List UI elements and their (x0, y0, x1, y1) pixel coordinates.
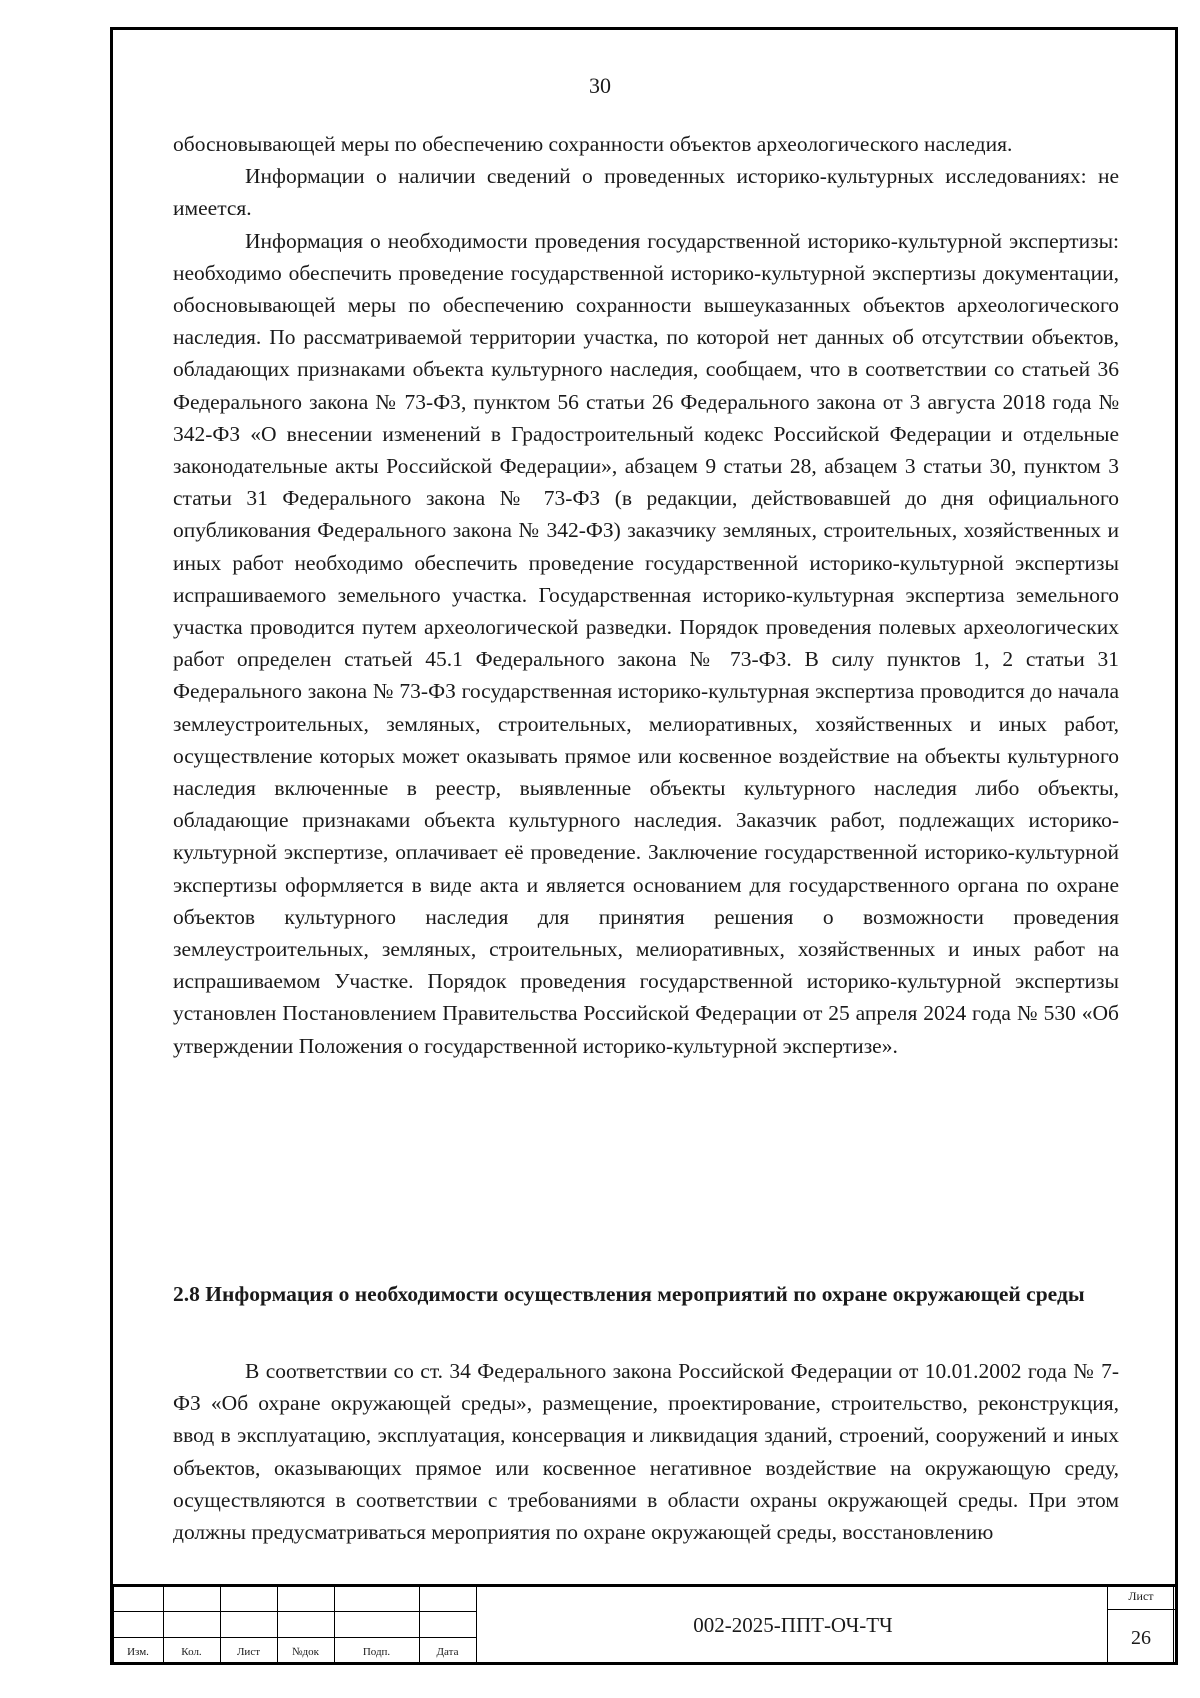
page-number: 30 (589, 73, 611, 98)
col-label-podp: Подп. (362, 1646, 391, 1658)
main-text (173, 128, 1119, 1062)
paragraph-environment: В соответствии со ст. 34 Федерального закона Российской Федерации от 10.01.2002 года № 7-ФЗ «Об охране окружающей среды», размещение, проектирование, строительство, реконструкция, ввод в эксплуатацию, эксплуатация, консервация и ликвидация зданий, строений, сооружений и иных объектов, оказывающих прямое или косвенное негативное воздействие на окружающую среду, осуществляются в соответствии с требованиями в области охраны окружающей среды. При этом должны предусматриваться мероприятия по охране окружающей среды, восстановлению (173, 1359, 1119, 1545)
sheet-number: 26 (1131, 1627, 1151, 1649)
paragraph-research-info: Информации о наличии сведений о проведенных историко-культурных исследованиях: не имеется. (173, 164, 1119, 221)
paragraph-expertise-info: Информация о необходимости проведения государственной историко-культурной экспертизы: необходимо обеспечить проведение государственной историко-культурной экспертизы документации, обосновывающей меры по обеспечению сохранности вышеуказанных объектов археологического наследия. По рассматриваемой территории участка, по которой нет данных об отсутствии объектов, обладающих признаками объекта культурного наследия, сообщаем, что в соответствии со статьей 36 Федерального закона № 73-ФЗ, пунктом 56 статьи 26 Федерального закона от 3 августа 2018 года № 342-ФЗ «О внесении изменений в Градостроительный кодекс Российской Федерации и отдельные законодательные акты Российской Федерации», абзацем 9 статьи 28, абзацем 3 статьи 30, пунктом 3 статьи 31 Федерального закона № 73-ФЗ (в редакции, действовавшей до дня официального опубликования Федерального закона № 342-ФЗ) заказчику земляных, строительных, хозяйственных и иных работ необходимо обеспечить проведение государственной историко-культурной экспертизы испрашиваемого земельного участка. Государственная историко-культурная экспертиза земельного участка проводится путем археологической разведки. Порядок проведения полевых археологических работ определен статьей 45.1 Федерального закона № 73-ФЗ. В силу пунктов 1, 2 статьи 31 Федерального закона № 73-ФЗ государственная историко-культурная экспертиза проводится до начала землеустроительных, земляных, строительных, мелиоративных, хозяйственных и иных работ, осуществление которых может оказывать прямое или косвенное воздействие на объекты культурного наследия включенные в реестр, выявленные объекты культурного наследия либо объекты, обладающие признаками объекта культурного наследия. Заказчик работ, подлежащих историко-культурной экспертизе, оплачивает её проведение. Заключение государственной историко-культурной экспертизы оформляется в виде акта и является основанием для государственного органа по охране объектов культурного наследия для принятия решения о возможности проведения землеустроительных, земляных, строительных, мелиоративных, хозяйственных и иных работ на испрашиваемом Участке. Порядок проведения государственной историко-культурной экспертизы установлен Постановлением Правительства Российской Федерации от 25 апреля 2024 года № 530 «Об утверждении Положения о государственной историко-культурной экспертизе». (173, 228, 1119, 1058)
col-label-kol: Кол. (181, 1646, 202, 1658)
col-label-ndok: №док (292, 1646, 319, 1658)
section-heading: 2.8 Информация о необходимости осуществления мероприятий по охране окружающей среды (173, 1282, 1085, 1306)
col-label-list: Лист (236, 1646, 261, 1658)
document-code: 002-2025-ППТ-ОЧ-ТЧ (693, 1613, 893, 1637)
sheet-label: Лист (1128, 1589, 1154, 1603)
title-block (113, 1584, 1175, 1662)
col-label-izm: Изм. (127, 1646, 149, 1658)
section-text (173, 1355, 1119, 1548)
col-label-data: Дата (436, 1646, 459, 1658)
paragraph-continuation: обосновывающей меры по обеспечению сохранности объектов археологического наследия. (173, 132, 1013, 156)
